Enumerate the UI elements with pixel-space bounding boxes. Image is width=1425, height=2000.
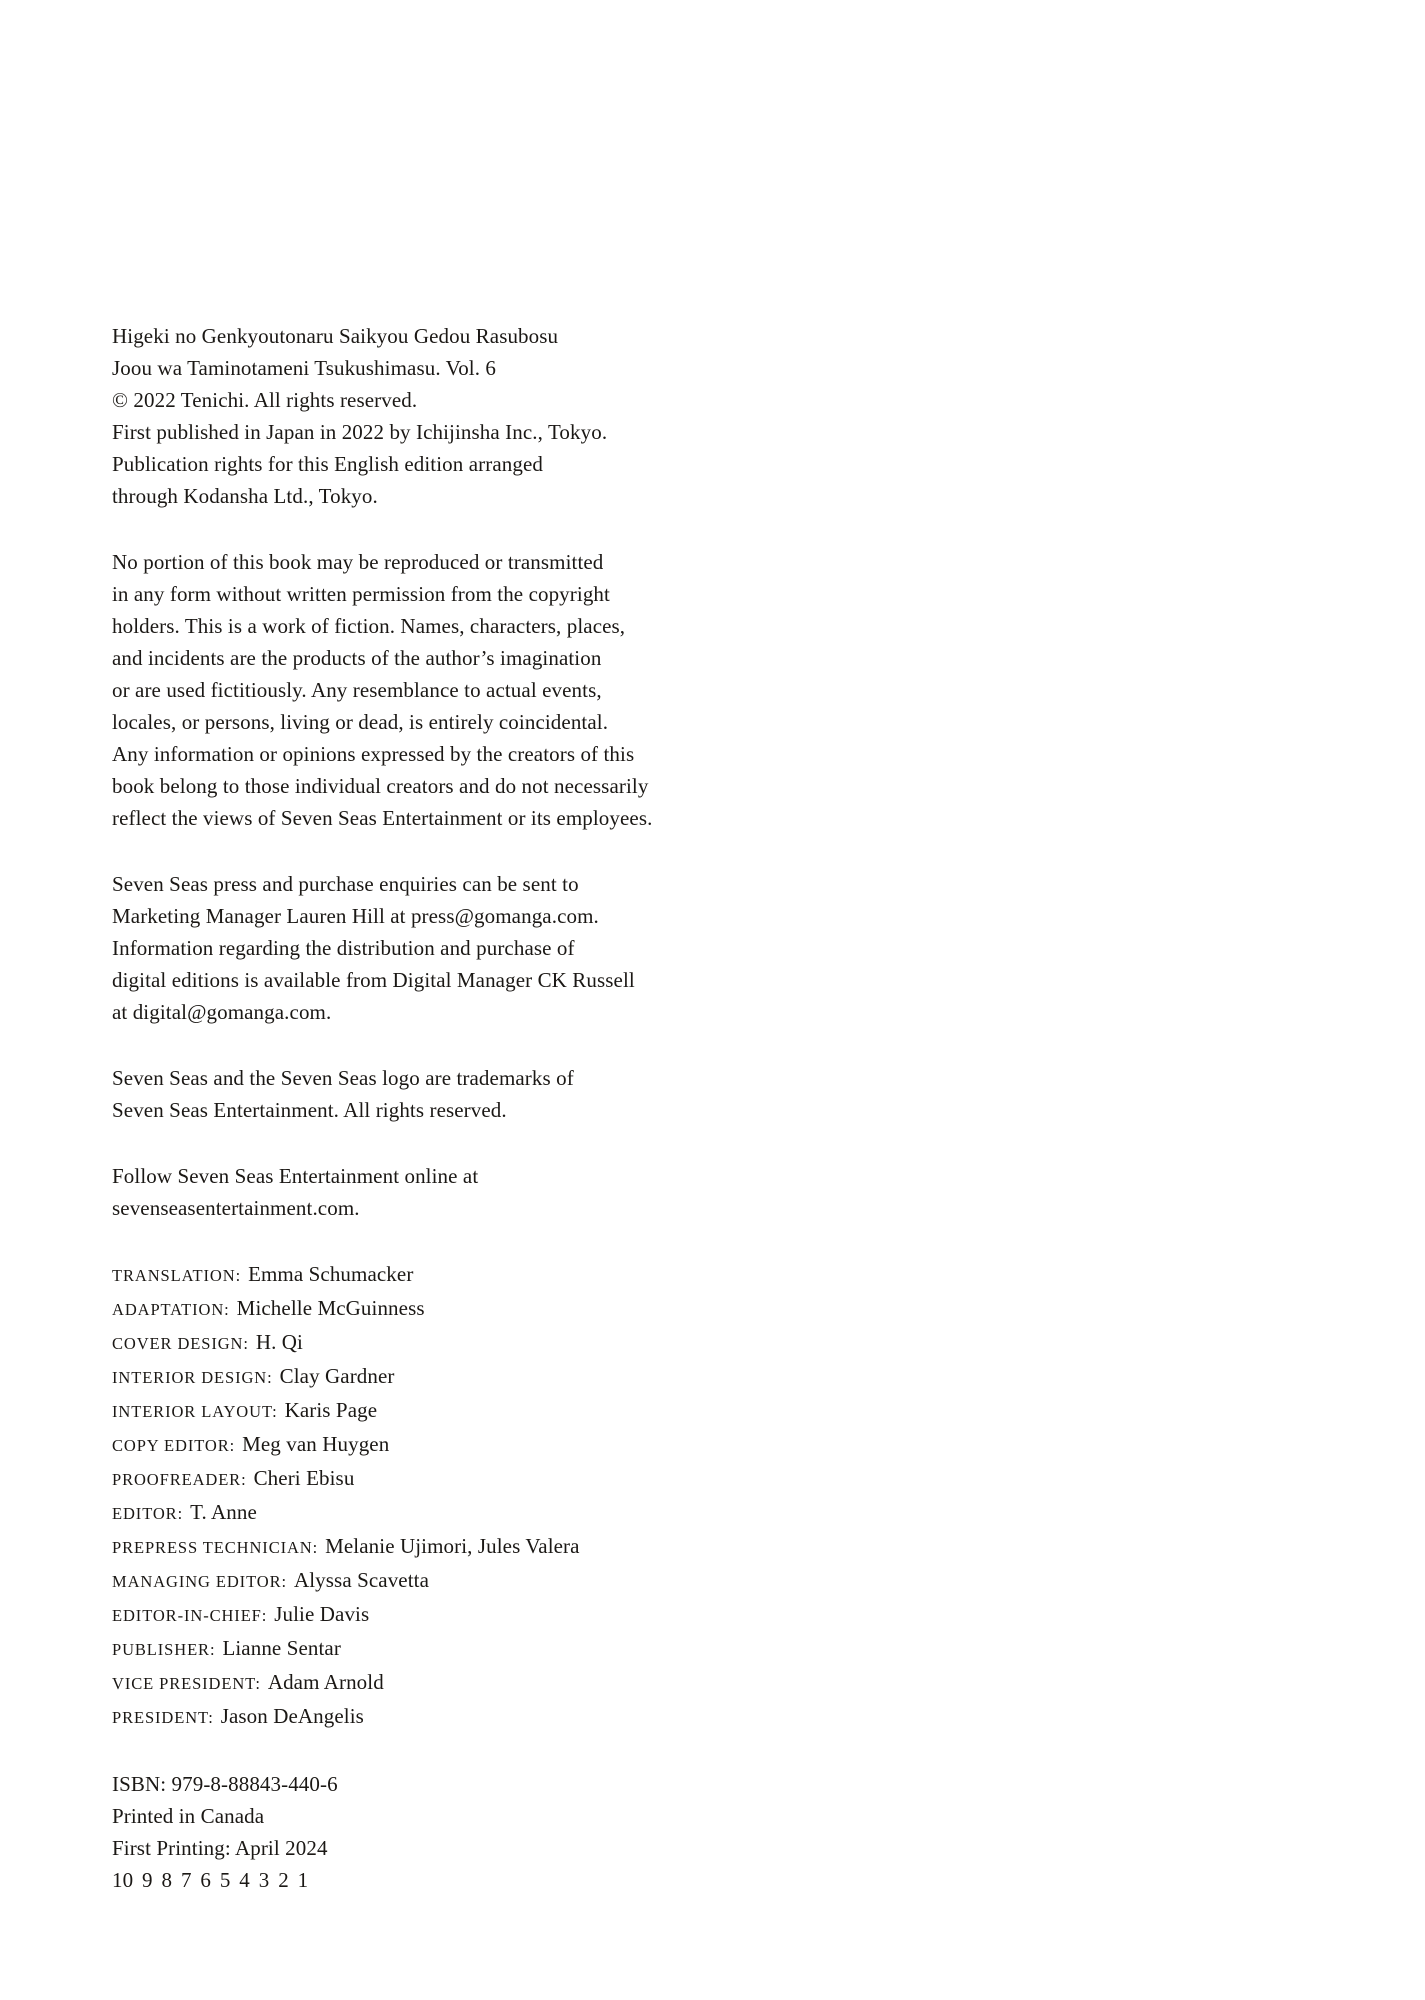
publication-line: First published in Japan in 2022 by Ichijinsha Inc., Tokyo.	[112, 420, 608, 444]
trademark-block	[112, 1062, 812, 1126]
credit-label: EDITOR-IN-CHIEF:	[112, 1606, 268, 1625]
credit-label: INTERIOR LAYOUT:	[112, 1402, 278, 1421]
credit-value: T. Anne	[190, 1500, 257, 1524]
follow-line: Follow Seven Seas Entertainment online at	[112, 1164, 479, 1188]
credit-value: H. Qi	[255, 1330, 303, 1354]
contact-line: digital editions is available from Digital Manager CK Russell	[112, 968, 635, 992]
follow-line-website: sevenseasentertainment.com.	[112, 1196, 360, 1220]
credit-publisher	[112, 1632, 812, 1666]
credits-block	[112, 1258, 812, 1734]
print-run-line: 10 9 8 7 6 5 4 3 2 1	[112, 1868, 309, 1892]
credit-label: PROOFREADER:	[112, 1470, 247, 1489]
credit-value: Julie Davis	[274, 1602, 370, 1626]
credit-label: MANAGING EDITOR:	[112, 1572, 287, 1591]
printed-in-line: Printed in Canada	[112, 1804, 265, 1828]
credit-value: Cheri Ebisu	[253, 1466, 355, 1490]
legal-line: and incidents are the products of the author’s imagination	[112, 646, 602, 670]
book-title-line: Joou wa Taminotameni Tsukushimasu. Vol. 6	[112, 356, 497, 380]
credit-value: Clay Gardner	[279, 1364, 395, 1388]
first-printing-line: First Printing: April 2024	[112, 1836, 328, 1860]
trademark-line: Seven Seas Entertainment. All rights reserved.	[112, 1098, 507, 1122]
credit-president	[112, 1700, 812, 1734]
credit-value: Jason DeAngelis	[220, 1704, 364, 1728]
credit-interior-design	[112, 1360, 812, 1394]
credit-label: VICE PRESIDENT:	[112, 1674, 261, 1693]
credit-label: INTERIOR DESIGN:	[112, 1368, 273, 1387]
credit-value: Meg van Huygen	[242, 1432, 390, 1456]
credit-copy-editor	[112, 1428, 812, 1462]
legal-line: No portion of this book may be reproduced or transmitted	[112, 550, 604, 574]
follow-block	[112, 1160, 812, 1224]
contact-line-press-email: Marketing Manager Lauren Hill at press@gomanga.com.	[112, 904, 599, 928]
credit-value: Michelle McGuinness	[236, 1296, 425, 1320]
credit-proofreader	[112, 1462, 812, 1496]
copyright-line: © 2022 Tenichi. All rights reserved.	[112, 388, 418, 412]
contact-line: Information regarding the distribution and purchase of	[112, 936, 575, 960]
legal-line: in any form without written permission from the copyright	[112, 582, 610, 606]
credit-value: Emma Schumacker	[248, 1262, 414, 1286]
credit-value: Lianne Sentar	[222, 1636, 341, 1660]
title-copyright-block	[112, 320, 812, 512]
contact-block	[112, 868, 812, 1028]
credit-label: PREPRESS TECHNICIAN:	[112, 1538, 319, 1557]
colophon-content	[112, 320, 812, 1896]
credit-prepress-technician	[112, 1530, 812, 1564]
credit-label: PUBLISHER:	[112, 1640, 216, 1659]
legal-line: book belong to those individual creators and do not necessarily	[112, 774, 649, 798]
credit-vice-president	[112, 1666, 812, 1700]
credit-interior-layout	[112, 1394, 812, 1428]
legal-line: Any information or opinions expressed by the creators of this	[112, 742, 635, 766]
legal-line: holders. This is a work of fiction. Names, characters, places,	[112, 614, 626, 638]
publication-line: through Kodansha Ltd., Tokyo.	[112, 484, 378, 508]
printing-info-block	[112, 1768, 812, 1896]
credit-cover-design	[112, 1326, 812, 1360]
publication-line: Publication rights for this English edition arranged	[112, 452, 543, 476]
credit-editor	[112, 1496, 812, 1530]
contact-line: Seven Seas press and purchase enquiries can be sent to	[112, 872, 579, 896]
credit-editor-in-chief	[112, 1598, 812, 1632]
contact-line-digital-email: at digital@gomanga.com.	[112, 1000, 332, 1024]
legal-line: reflect the views of Seven Seas Entertainment or its employees.	[112, 806, 653, 830]
credit-value: Melanie Ujimori, Jules Valera	[325, 1534, 580, 1558]
credit-label: ADAPTATION:	[112, 1300, 230, 1319]
credit-label: TRANSLATION:	[112, 1266, 242, 1285]
credit-label: EDITOR:	[112, 1504, 184, 1523]
legal-disclaimer-block	[112, 546, 812, 834]
legal-line: or are used fictitiously. Any resemblance to actual events,	[112, 678, 602, 702]
credit-value: Karis Page	[284, 1398, 378, 1422]
credit-translation	[112, 1258, 812, 1292]
legal-line: locales, or persons, living or dead, is entirely coincidental.	[112, 710, 609, 734]
credit-managing-editor	[112, 1564, 812, 1598]
book-title-line: Higeki no Genkyoutonaru Saikyou Gedou Rasubosu	[112, 324, 559, 348]
credit-adaptation	[112, 1292, 812, 1326]
trademark-line: Seven Seas and the Seven Seas logo are trademarks of	[112, 1066, 574, 1090]
isbn-line: ISBN: 979-8-88843-440-6	[112, 1772, 338, 1796]
credit-label: COPY EDITOR:	[112, 1436, 236, 1455]
credit-value: Alyssa Scavetta	[293, 1568, 430, 1592]
credit-label: PRESIDENT:	[112, 1708, 214, 1727]
credit-value: Adam Arnold	[267, 1670, 384, 1694]
credit-label: COVER DESIGN:	[112, 1334, 249, 1353]
